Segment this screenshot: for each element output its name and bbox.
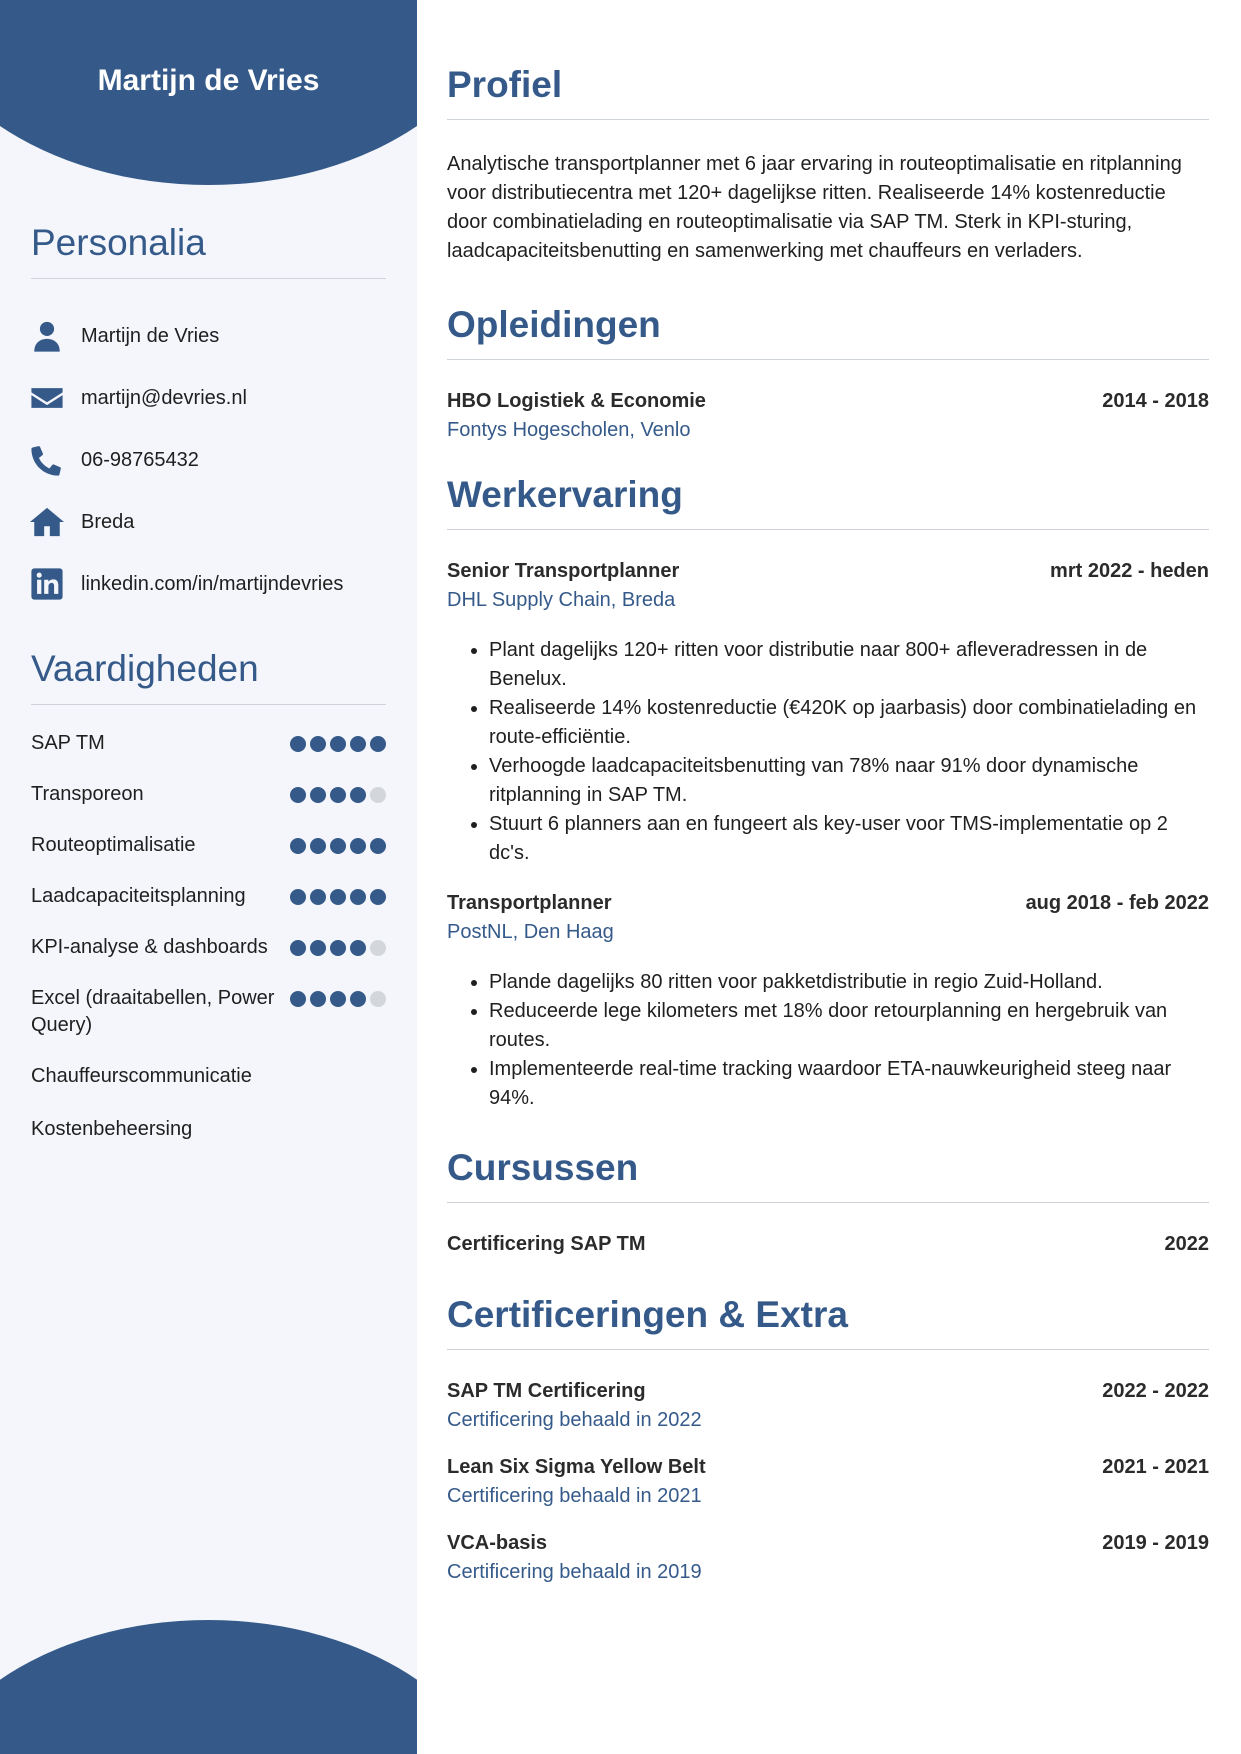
- entry-date: 2019 - 2019: [1102, 1532, 1209, 1554]
- contact-phone-text[interactable]: 06-98765432: [81, 448, 199, 471]
- certification-entry: [447, 1532, 1209, 1584]
- education-section: [447, 304, 1209, 442]
- rating-dot-filled: [310, 787, 326, 803]
- rating-dot-filled: [350, 787, 366, 803]
- skill-rating: [290, 883, 386, 905]
- bullet-item: • Stuurt 6 planners aan en fungeert als key-user voor TMS-implementatie op 2 dc's.: [489, 810, 1209, 868]
- contact-location-text: Breda: [81, 510, 135, 533]
- rating-dot-filled: [310, 838, 326, 854]
- contact-name-text: Martijn de Vries: [81, 324, 220, 347]
- rating-dot-filled: [350, 991, 366, 1007]
- skill-rating: [290, 985, 386, 1007]
- courses-section: [447, 1147, 1209, 1256]
- entry-date: aug 2018 - feb 2022: [1025, 892, 1209, 914]
- rating-dot-empty: [370, 991, 386, 1007]
- rating-dot-filled: [350, 940, 366, 956]
- skill-rating: [290, 832, 386, 854]
- certification-entry: [447, 1456, 1209, 1508]
- sidebar: [0, 0, 417, 1754]
- bullet-item: • Plande dagelijks 80 ritten voor pakketdistributie in regio Zuid-Holland.: [489, 968, 1209, 997]
- rating-dot-filled: [310, 940, 326, 956]
- experience-entry: [447, 892, 1209, 1113]
- bullet-item: • Implementeerde real-time tracking waardoor ETA-nauwkeurigheid steeg naar 94%.: [489, 1055, 1209, 1113]
- rating-dot-filled: [290, 991, 306, 1007]
- rating-dot-filled: [330, 889, 346, 905]
- bullet-item: • Reduceerde lege kilometers met 18% door retourplanning en hergebruik van routes.: [489, 997, 1209, 1055]
- experience-title: Werkervaring: [447, 474, 1209, 530]
- rating-dot-filled: [310, 736, 326, 752]
- entry-title: Lean Six Sigma Yellow Belt: [447, 1456, 706, 1478]
- skill-rating: [290, 934, 386, 956]
- rating-dot-filled: [330, 991, 346, 1007]
- contact-email[interactable]: [29, 367, 389, 429]
- profile-text: Analytische transportplanner met 6 jaar ervaring in routeoptimalisatie en ritplanning voor distributiecentra met 120+ dagelijkse ritten. Realiseerde 14% kostenreductie door combinatielading en routeoptimalisatie via SAP TM. Sterk in KPI-sturing, laadcapaciteitsbenutting en samenwerking met chauffeurs en verladers.: [447, 153, 1182, 262]
- rating-dot-filled: [290, 736, 306, 752]
- entry-title: VCA-basis: [447, 1532, 548, 1554]
- entry-description: Certificering behaald in 2019: [447, 1561, 702, 1583]
- contact-list: [29, 305, 389, 615]
- main-content: [447, 0, 1209, 1608]
- skill-row: [31, 934, 386, 961]
- rating-dot-filled: [330, 736, 346, 752]
- rating-dot-filled: [310, 991, 326, 1007]
- skill-row: [31, 883, 386, 910]
- rating-dot-filled: [370, 838, 386, 854]
- education-entry: [447, 390, 1209, 442]
- rating-dot-filled: [290, 838, 306, 854]
- rating-dot-filled: [330, 940, 346, 956]
- envelope-icon: [29, 380, 65, 416]
- certifications-title: Certificeringen & Extra: [447, 1294, 1209, 1350]
- profile-section: [447, 64, 1209, 266]
- rating-dot-filled: [310, 889, 326, 905]
- rating-dot-filled: [350, 889, 366, 905]
- bullet-list: [447, 968, 1209, 1113]
- skill-name: Laadcapaciteitsplanning: [31, 885, 246, 907]
- rating-dot-empty: [370, 787, 386, 803]
- profile-title: Profiel: [447, 64, 1209, 120]
- rating-dot-filled: [290, 787, 306, 803]
- skill-name: Excel (draaitabellen, Power Query): [31, 987, 275, 1036]
- rating-dot-filled: [370, 736, 386, 752]
- rating-dot-filled: [330, 838, 346, 854]
- contact-email-text[interactable]: martijn@devries.nl: [81, 386, 247, 409]
- entry-institution: Fontys Hogescholen, Venlo: [447, 419, 691, 441]
- entry-date: mrt 2022 - heden: [1050, 560, 1209, 582]
- skill-row: [31, 781, 386, 808]
- experience-section: [447, 474, 1209, 1113]
- skill-row: [31, 985, 386, 1039]
- personalia-title: Personalia: [31, 222, 386, 279]
- skill-rating: [290, 730, 386, 752]
- skill-row: [31, 1063, 386, 1090]
- skill-row: [31, 832, 386, 859]
- skill-row: [31, 1116, 386, 1143]
- user-icon: [29, 318, 65, 354]
- certification-entry: [447, 1380, 1209, 1432]
- contact-linkedin[interactable]: [29, 553, 389, 615]
- skill-name: KPI-analyse & dashboards: [31, 936, 268, 958]
- contact-linkedin-text[interactable]: linkedin.com/in/martijndevries: [81, 572, 344, 595]
- entry-title: SAP TM Certificering: [447, 1380, 646, 1402]
- sidebar-footer-band: [0, 1700, 417, 1754]
- entry-title: Transportplanner: [447, 892, 612, 914]
- bullet-item: • Plant dagelijks 120+ ritten voor distributie naar 800+ afleveradressen in de Benelux.: [489, 636, 1209, 694]
- entry-title: Senior Transportplanner: [447, 560, 680, 582]
- skill-rating: [290, 781, 386, 803]
- course-entry: [447, 1233, 1209, 1256]
- rating-dot-empty: [370, 940, 386, 956]
- bullet-item: • Verhoogde laadcapaciteitsbenutting van 78% naar 91% door dynamische ritplanning in SAP TM.: [489, 752, 1209, 810]
- skill-name: Chauffeurscommunicatie: [31, 1065, 252, 1087]
- skill-name: Kostenbeheersing: [31, 1118, 193, 1140]
- entry-company: DHL Supply Chain, Breda: [447, 589, 676, 611]
- entry-date: 2022: [1164, 1233, 1209, 1255]
- rating-dot-filled: [370, 889, 386, 905]
- skill-name: Routeoptimalisatie: [31, 834, 196, 856]
- entry-title: HBO Logistiek & Economie: [447, 390, 706, 412]
- entry-company: PostNL, Den Haag: [447, 921, 614, 943]
- certifications-section: [447, 1294, 1209, 1584]
- courses-title: Cursussen: [447, 1147, 1209, 1203]
- rating-dot-filled: [330, 787, 346, 803]
- skill-name: Transporeon: [31, 783, 144, 805]
- entry-description: Certificering behaald in 2021: [447, 1485, 702, 1507]
- bullet-item: • Realiseerde 14% kostenreductie (€420K op jaarbasis) door combinatielading en route-efficiëntie.: [489, 694, 1209, 752]
- candidate-name: Martijn de Vries: [97, 64, 320, 97]
- entry-title: Certificering SAP TM: [447, 1233, 646, 1255]
- education-title: Opleidingen: [447, 304, 1209, 360]
- skill-name: SAP TM: [31, 732, 105, 754]
- entry-description: Certificering behaald in 2022: [447, 1409, 702, 1431]
- entry-date: 2014 - 2018: [1102, 390, 1209, 412]
- rating-dot-filled: [290, 940, 306, 956]
- skill-row: [31, 730, 386, 757]
- entry-date: 2021 - 2021: [1102, 1456, 1209, 1478]
- skills-list: [31, 730, 386, 1169]
- rating-dot-filled: [350, 736, 366, 752]
- phone-icon: [29, 442, 65, 478]
- rating-dot-filled: [350, 838, 366, 854]
- contact-phone[interactable]: [29, 429, 389, 491]
- bullet-list: [447, 636, 1209, 868]
- contact-name: [29, 305, 389, 367]
- contact-location: [29, 491, 389, 553]
- experience-entry: [447, 560, 1209, 868]
- skills-title: Vaardigheden: [31, 648, 386, 705]
- rating-dot-filled: [290, 889, 306, 905]
- home-icon: [29, 504, 65, 540]
- entry-date: 2022 - 2022: [1102, 1380, 1209, 1402]
- linkedin-icon: [29, 566, 65, 602]
